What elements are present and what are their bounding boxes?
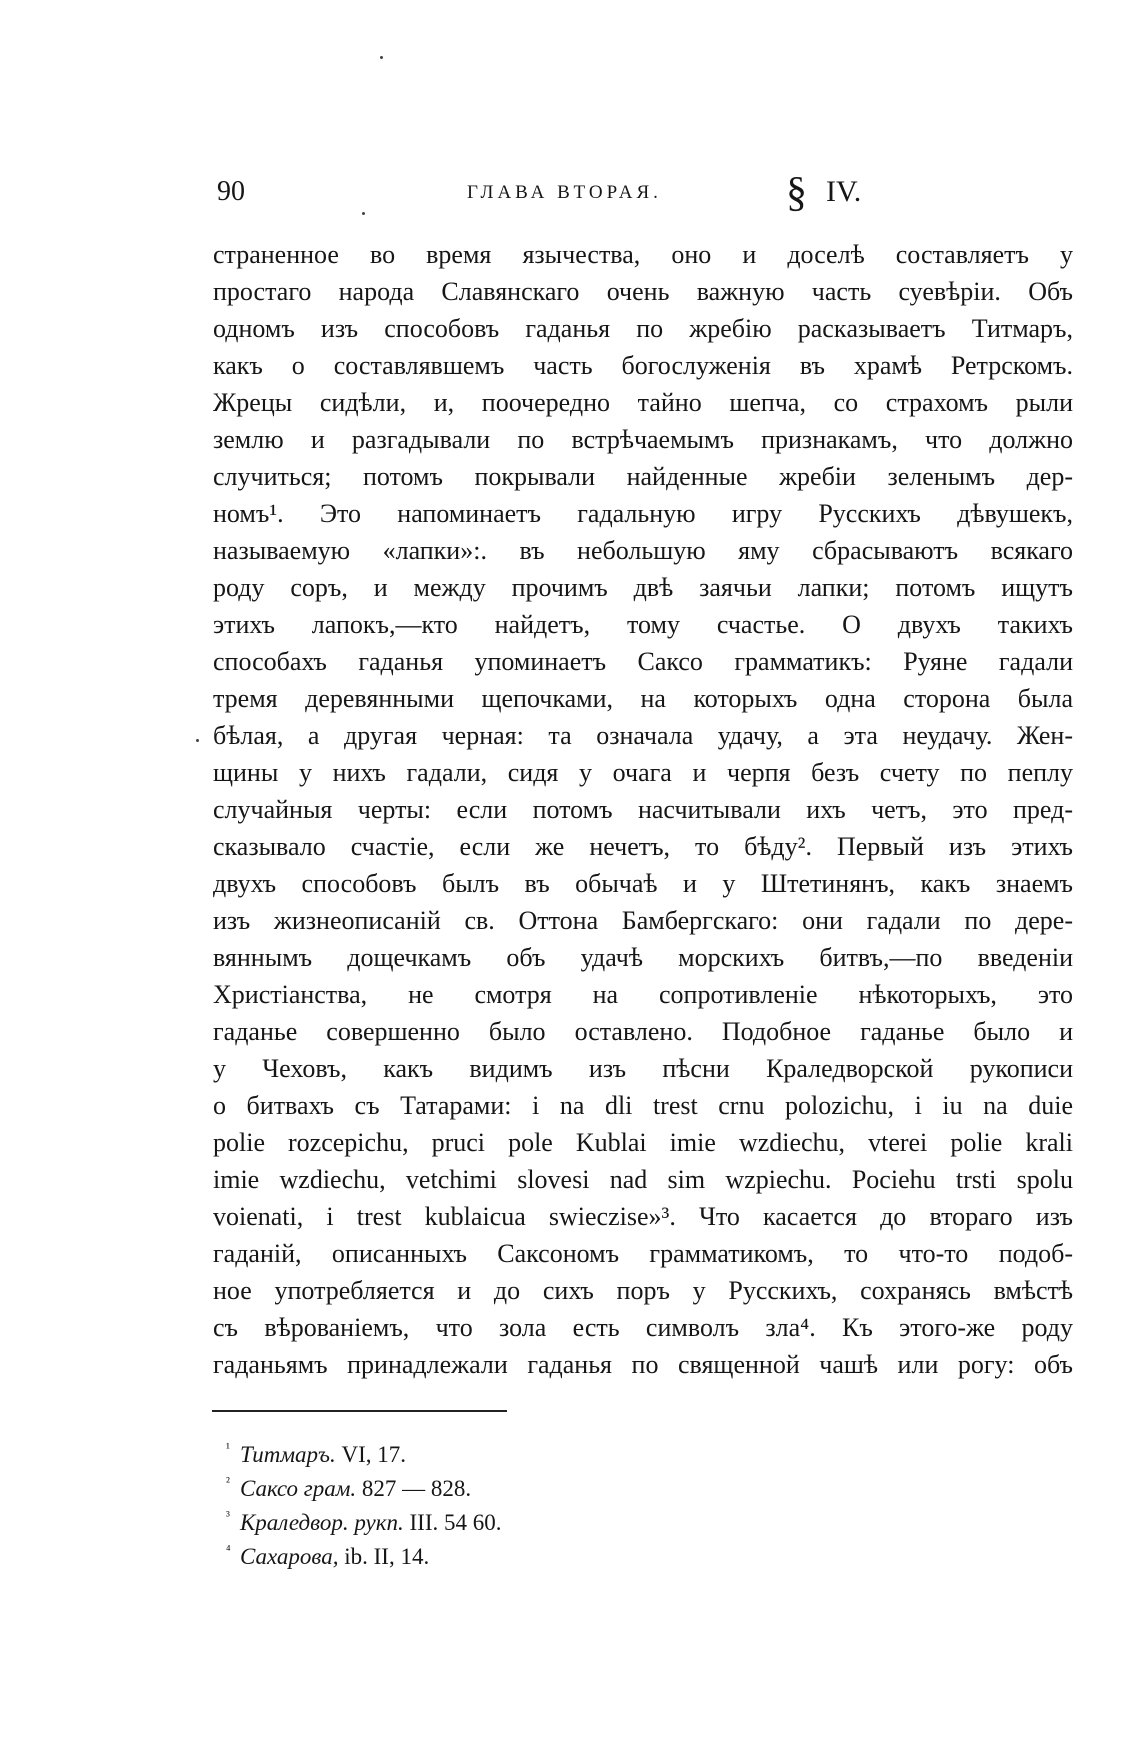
text-line: этихъ лапокъ,—кто найдетъ, тому счастье. О двухъ такихъ: [213, 610, 1073, 639]
text-line: какъ о составлявшемъ часть богослуженія въ храмѣ Ретрскомъ.: [213, 351, 1073, 380]
footnote-source: Сахарова,: [240, 1544, 339, 1569]
page-number: 90: [217, 176, 245, 207]
footnote: [226, 1540, 501, 1574]
text-line: щины у нихъ гадали, сидя у очага и черпя безъ счету по пеплу: [213, 758, 1073, 787]
scan-speck: [380, 56, 383, 59]
footnote: [226, 1506, 502, 1540]
text-line: гаданьямъ принадлежали гаданья по священной чашѣ или рогу: объ: [213, 1350, 1073, 1379]
text-line: двухъ способовъ былъ въ обычаѣ и у Штетинянъ, какъ знаемъ: [213, 869, 1073, 898]
footnote-source: Саксо грам.: [240, 1476, 357, 1501]
footnotes: [226, 1438, 502, 1574]
text-line: съ вѣрованіемъ, что зола есть символъ зла⁴. Къ этого-же роду: [213, 1313, 1073, 1342]
footnote-reference: VI, 17.: [341, 1442, 406, 1467]
scan-speck: [196, 739, 199, 742]
footnote-reference: III. 54 60.: [409, 1510, 502, 1535]
footnote-mark: ³: [226, 1508, 230, 1523]
footnote-reference: ib. II, 14.: [344, 1544, 430, 1569]
text-line: тремя деревянными щепочками, на которыхъ одна сторона была: [213, 684, 1073, 713]
footnote: [226, 1438, 501, 1472]
text-line: imie wzdiechu, vetchimi slovesi nad sim wzpiechu. Pociehu trsti spolu: [213, 1165, 1073, 1194]
text-line: о битвахъ съ Татарами: i na dli trest crnu polozichu, i iu na duie: [213, 1091, 1073, 1120]
text-line: роду соръ, и между прочимъ двѣ заячьи лапки; потомъ ищутъ: [213, 573, 1073, 602]
text-line: случиться; потомъ покрывали найденные жребіи зеленымъ дер-: [213, 462, 1073, 491]
text-line: одномъ изъ способовъ гаданья по жребію раскaзываетъ Титмаръ,: [213, 314, 1073, 343]
footnote-source: Краледвор. рукп.: [240, 1510, 404, 1535]
footnote-mark: ⁴: [226, 1542, 231, 1557]
text-line: polie rozcepichu, pruci pole Kublai imie wzdiechu, vterei polie krali: [213, 1128, 1073, 1157]
text-line: у Чеховъ, какъ видимъ изъ пѣсни Краледворской рукописи: [213, 1054, 1073, 1083]
footnote-mark: ¹: [226, 1440, 230, 1455]
text-line: Жрецы сидѣли, и, поочередно тайно шепча, со страхомъ рыли: [213, 388, 1073, 417]
text-line: называемую «лапки»:. въ небольшую яму сбрасываютъ всякаго: [213, 536, 1073, 565]
text-line: страненное во время язычества, оно и доселѣ составляетъ у: [213, 240, 1073, 269]
text-line: voienati, i trest kublaicua swieczise»³. Что касается до втораго изъ: [213, 1202, 1073, 1231]
text-line: простаго народа Славянскаго очень важную часть суевѣріи. Объ: [213, 277, 1073, 306]
text-line: номъ¹. Это напоминаетъ гадальную игру Русскихъ дѣвушекъ,: [213, 499, 1073, 528]
text-line: случайныя черты: если потомъ насчитывали ихъ четъ, это пред-: [213, 795, 1073, 824]
footnote: [226, 1472, 501, 1506]
text-line: гаданій, описанныхъ Саксономъ грамматикомъ, то что-то подоб-: [213, 1239, 1073, 1268]
scan-speck: [362, 212, 365, 215]
text-line: вяннымъ дощечкамъ объ удачѣ морскихъ битвъ,—по введеніи: [213, 943, 1073, 972]
section-symbol: §: [786, 170, 807, 216]
footnote-source: Титмаръ.: [240, 1442, 336, 1467]
text-line: сказывало счастіе, если же нечетъ, то бѣду². Первый изъ этихъ: [213, 832, 1073, 861]
footnote-rule: [212, 1410, 507, 1412]
footnote-mark: ²: [226, 1474, 230, 1489]
text-line: Христіанства, не смотря на сопротивленіе нѣкоторыхъ, это: [213, 980, 1073, 1009]
text-line: способахъ гаданья упоминаетъ Саксо грамматикъ: Руяне гадали: [213, 647, 1073, 676]
chapter-heading: ГЛАВА ВТОРАЯ.: [467, 182, 662, 203]
section-number: IV.: [826, 175, 862, 208]
text-line: гаданье совершенно было оставлено. Подобное гаданье было и: [213, 1017, 1073, 1046]
footnote-reference: 827 — 828.: [361, 1476, 472, 1501]
text-line: бѣлая, а другая черная: та означала удачу, а эта неудачу. Жен-: [213, 721, 1073, 750]
body-text: [213, 236, 1073, 1383]
text-line: изъ жизнеописаній св. Оттона Бамбергскаго: они гадали по дере-: [213, 906, 1073, 935]
text-line: ное употребляется и до сихъ поръ у Русскихъ, сохранясь вмѣстѣ: [213, 1276, 1073, 1305]
running-head: [217, 170, 1072, 216]
text-line: землю и разгадывали по встрѣчаемымъ признакамъ, что должно: [213, 425, 1073, 454]
